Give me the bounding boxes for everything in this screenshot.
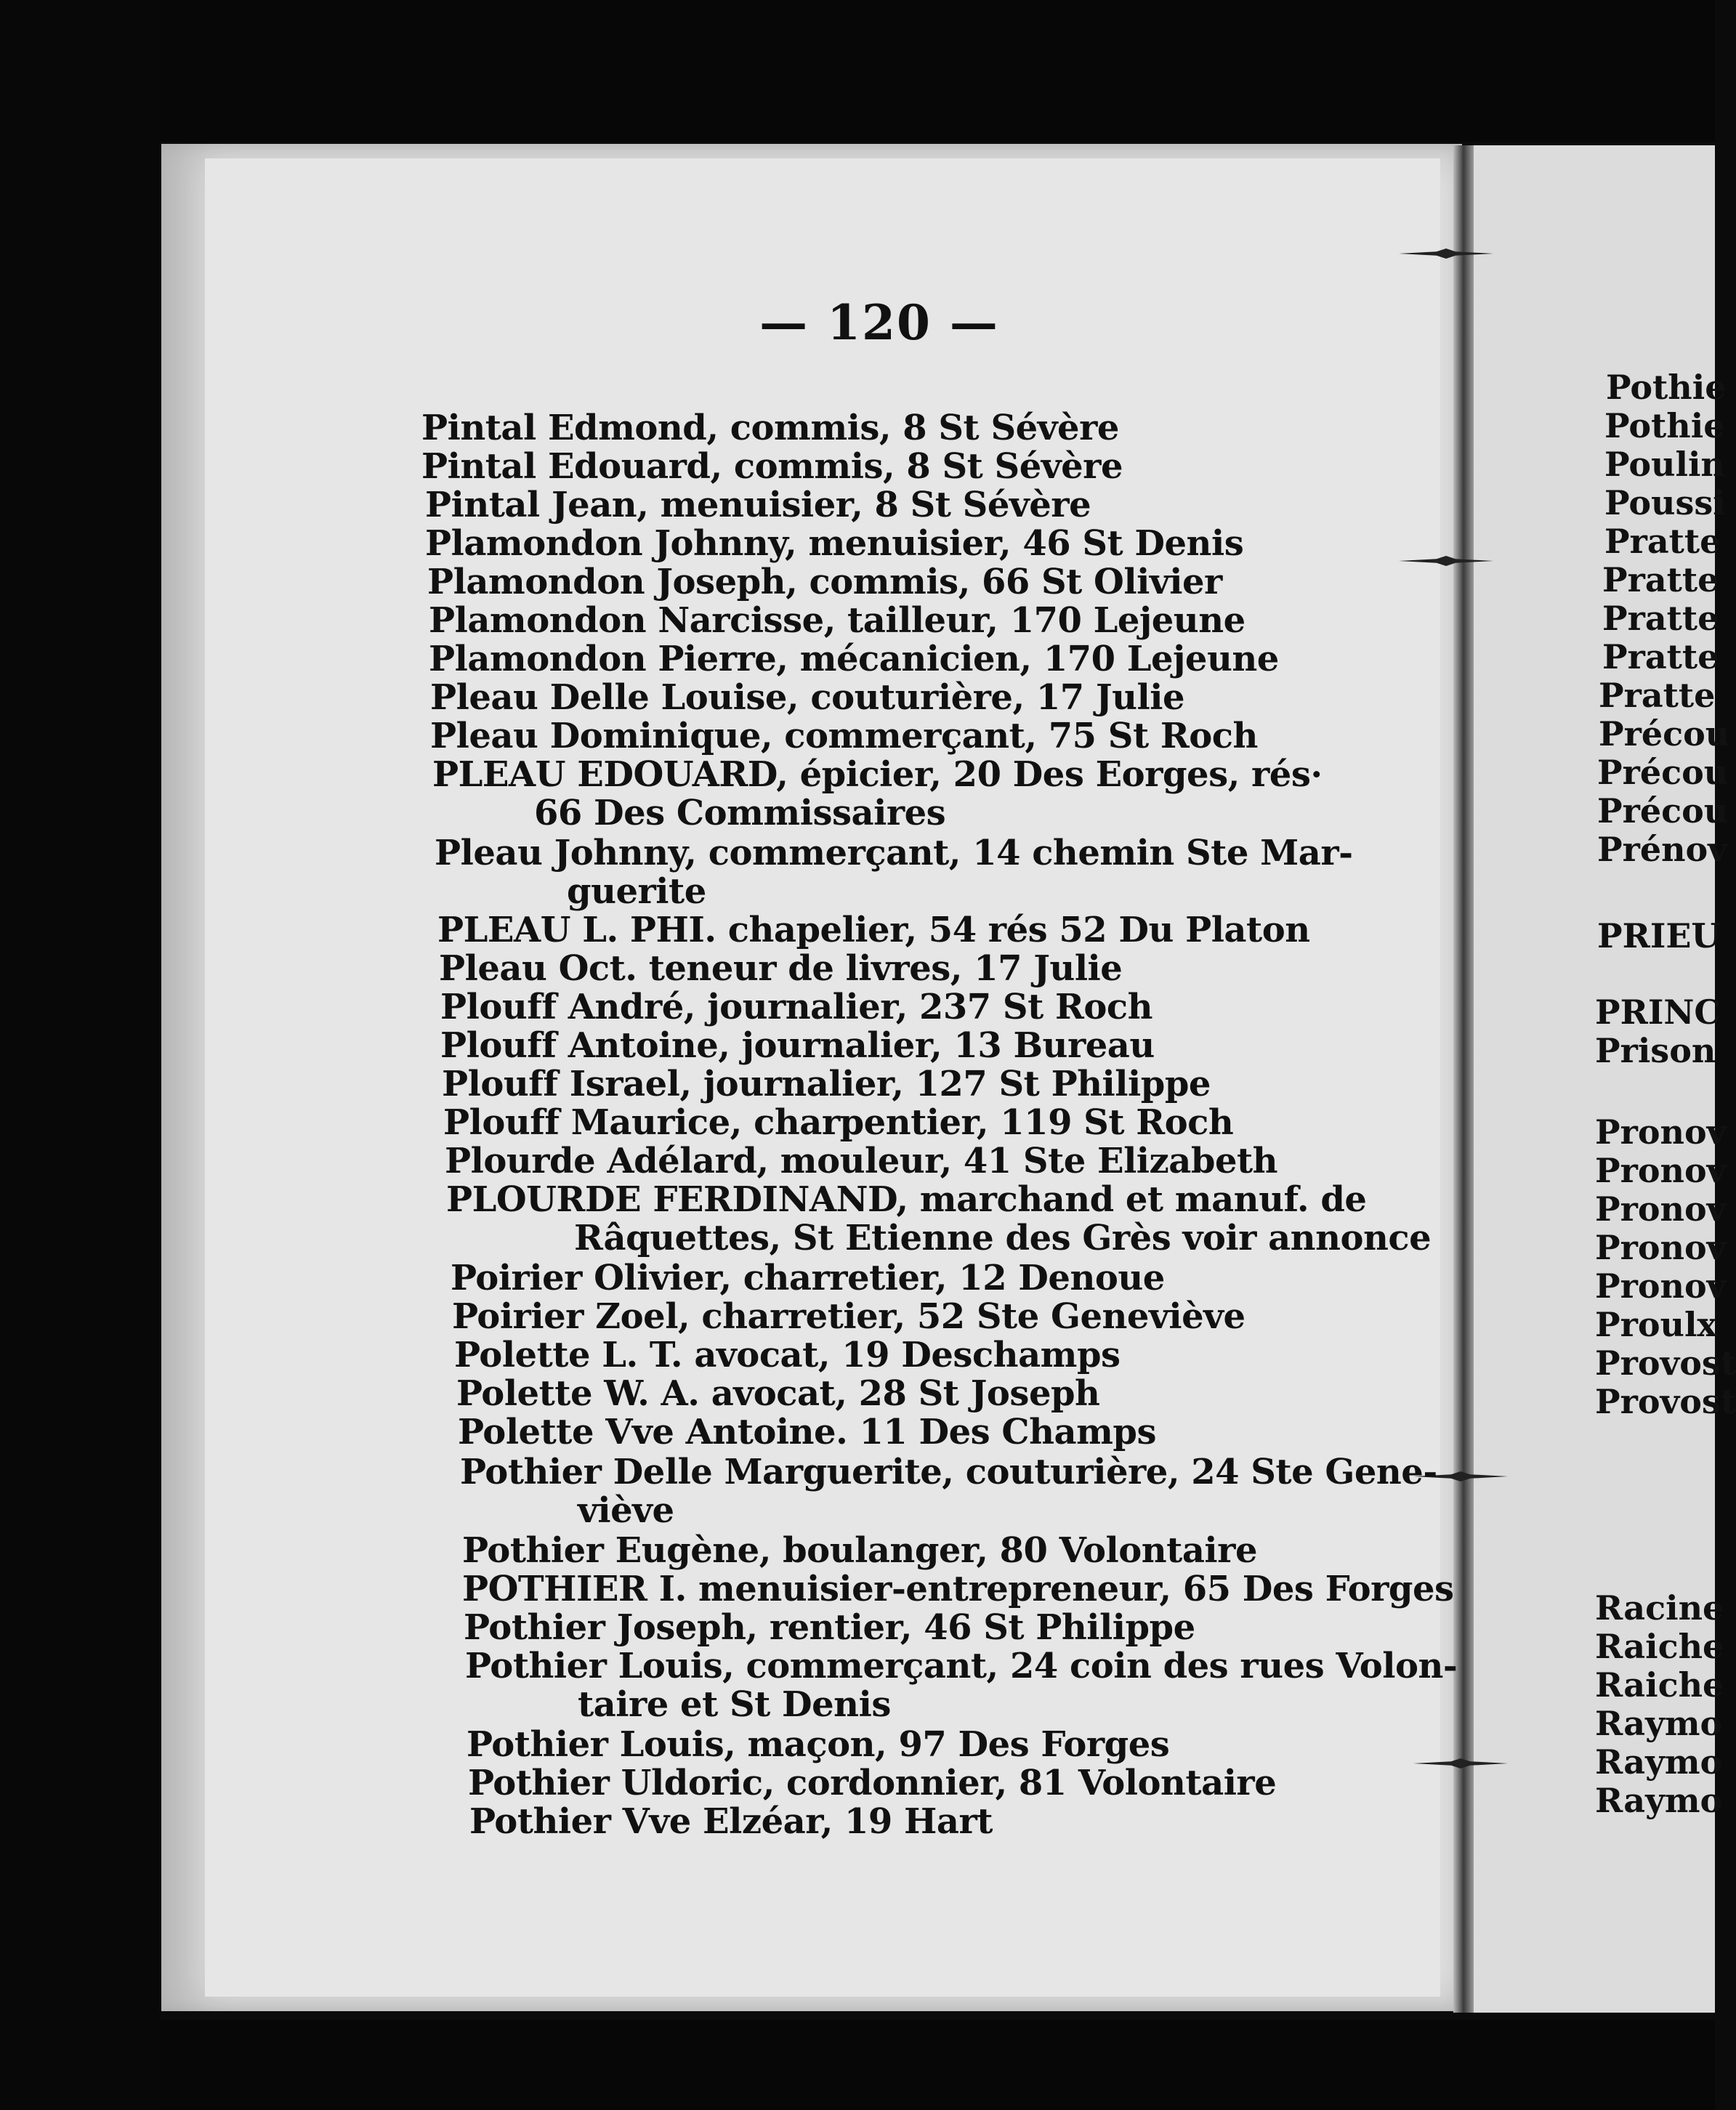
directory-entry-cropped: Pratte — [1602, 599, 1719, 638]
directory-entry: Pothier Delle Marguerite, couturière, 24 Ste Gene- — [460, 1452, 1437, 1492]
directory-entry: Pintal Edouard, commis, 8 St Sévère — [421, 446, 1123, 487]
directory-entry-continuation: Râquettes, St Etienne des Grès voir annonce — [574, 1218, 1432, 1258]
directory-entry: Pintal Jean, menuisier, 8 St Sévère — [425, 485, 1091, 525]
directory-entry: Plourde Adélard, mouleur, 41 Ste Elizabeth — [445, 1141, 1278, 1181]
directory-entry-cropped: Racine — [1595, 1588, 1724, 1628]
directory-entry-continuation: 66 Des Commissaires — [534, 793, 946, 833]
directory-entry-cropped: Pratte — [1602, 637, 1719, 676]
directory-entry-cropped: Poulin — [1604, 445, 1725, 484]
directory-entry-cropped: Pratte — [1599, 676, 1716, 715]
directory-entry: Polette L. T. avocat, 19 Deschamps — [454, 1335, 1121, 1375]
directory-entry: Pleau Oct. teneur de livres, 17 Julie — [439, 948, 1123, 989]
directory-entry-continuation: guerite — [567, 871, 706, 912]
directory-entry-cropped: Raymo — [1595, 1781, 1723, 1820]
directory-entry: PLOURDE FERDINAND, marchand et manuf. de — [446, 1179, 1367, 1220]
directory-entry: Plouff Maurice, charpentier, 119 St Roch — [443, 1102, 1234, 1143]
directory-entry-continuation: viève — [578, 1490, 674, 1531]
directory-entry: Plamondon Narcisse, tailleur, 170 Lejeune — [429, 600, 1246, 641]
film-border-bottom — [0, 2020, 1715, 2110]
directory-entry-cropped: Précou — [1597, 791, 1729, 830]
directory-entry: PLEAU EDOUARD, épicier, 20 Des Eorges, rés· — [432, 754, 1323, 795]
directory-entry-cropped: Prénov — [1597, 830, 1727, 869]
directory-entry-cropped: Pronov — [1595, 1266, 1727, 1306]
directory-entry-cropped: Précou — [1597, 753, 1729, 792]
directory-entry: Pleau Delle Louise, couturière, 17 Julie — [430, 677, 1184, 718]
directory-entry-continuation: taire et St Denis — [578, 1684, 891, 1725]
directory-entry-cropped: Raiche — [1595, 1627, 1724, 1666]
directory-entry: Polette W. A. avocat, 28 St Joseph — [456, 1373, 1100, 1414]
directory-entry: Polette Vve Antoine. 11 Des Champs — [458, 1412, 1156, 1452]
film-border-top — [0, 0, 1715, 142]
directory-entry: Pleau Dominique, commerçant, 75 St Roch — [430, 716, 1258, 756]
directory-entry-cropped: Pothie — [1604, 406, 1725, 445]
film-border-left — [0, 0, 160, 2110]
directory-entry-cropped: Poussi — [1604, 483, 1726, 522]
directory-entry: Plamondon Pierre, mécanicien, 170 Lejeune — [429, 639, 1279, 679]
directory-entry-cropped: Pronov — [1595, 1151, 1727, 1190]
directory-entry-cropped: Précou — [1599, 714, 1730, 753]
directory-entry: Pothier Vve Elzéar, 19 Hart — [469, 1801, 993, 1842]
directory-entry: Pleau Johnny, commerçant, 14 chemin Ste Mar- — [435, 833, 1353, 873]
directory-entry-cropped: Pratte — [1604, 522, 1721, 561]
book-gutter — [1453, 145, 1474, 2013]
directory-entry-cropped: Pronov — [1595, 1228, 1727, 1267]
directory-entry: Pothier Uldoric, cordonnier, 81 Volontaire — [468, 1763, 1277, 1803]
directory-entry-cropped: PRINC — [1595, 993, 1721, 1032]
directory-entry: Poirier Olivier, charretier, 12 Denoue — [451, 1258, 1165, 1298]
directory-entry: Pothier Louis, commerçant, 24 coin des rues Volon- — [465, 1646, 1458, 1686]
directory-entry: PLEAU L. PHI. chapelier, 54 rés 52 Du Platon — [437, 910, 1310, 950]
directory-entry-cropped: PRIEU — [1597, 916, 1721, 955]
directory-entry: Plouff Israel, journalier, 127 St Philippe — [442, 1064, 1211, 1104]
directory-entry-cropped: Pratte — [1602, 560, 1719, 599]
directory-entry: Pintal Edmond, commis, 8 St Sévère — [421, 408, 1119, 448]
directory-entry: Plamondon Johnny, menuisier, 46 St Denis — [425, 523, 1244, 564]
directory-entry-cropped: Provost — [1595, 1382, 1736, 1421]
directory-entry-cropped: Proulx — [1595, 1305, 1717, 1344]
directory-entry-cropped: Raymo — [1595, 1742, 1723, 1782]
directory-entry-cropped: Pronov — [1595, 1189, 1727, 1229]
directory-entry: Plouff André, journalier, 237 St Roch — [440, 987, 1152, 1027]
directory-entry: Pothier Louis, maçon, 97 Des Forges — [467, 1724, 1170, 1765]
directory-entry-cropped: Pronov — [1595, 1112, 1727, 1152]
directory-entry-cropped: Raymo — [1595, 1704, 1723, 1743]
directory-entry-cropped: Pothie — [1606, 368, 1727, 407]
directory-entry-cropped: Raiche — [1595, 1665, 1724, 1705]
directory-entry-cropped: Prison — [1595, 1031, 1716, 1070]
directory-entry: Pothier Eugène, boulanger, 80 Volontaire — [462, 1530, 1257, 1571]
directory-entry: Plouff Antoine, journalier, 13 Bureau — [440, 1025, 1155, 1066]
page-number: — 120 — — [759, 294, 999, 351]
directory-entry: Pothier Joseph, rentier, 46 St Philippe — [464, 1607, 1195, 1648]
directory-entry: Plamondon Joseph, commis, 66 St Olivier — [427, 562, 1222, 602]
directory-entry-cropped: Provost — [1595, 1343, 1736, 1383]
directory-entry: POTHIER I. menuisier-entrepreneur, 65 Des Forges — [462, 1569, 1454, 1609]
directory-entry: Poirier Zoel, charretier, 52 Ste Geneviève — [452, 1296, 1246, 1337]
